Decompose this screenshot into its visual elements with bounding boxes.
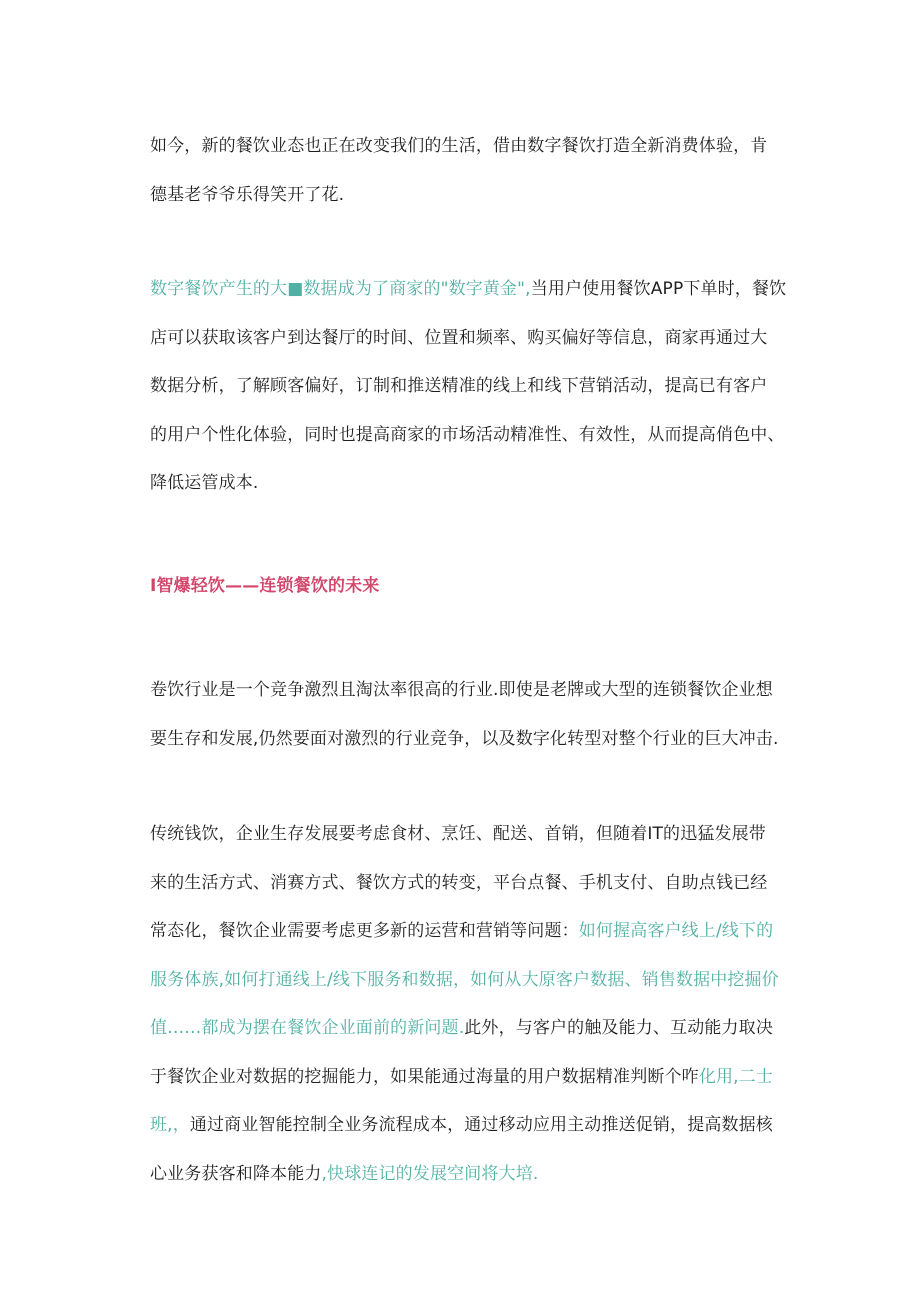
paragraph-intro [150, 122, 790, 219]
paragraph-line [150, 1150, 790, 1199]
paragraph-text: 于餐饮企业对数据的挖掘能力，如果能通过海量的用户数据精准判断个咋 [150, 1066, 699, 1087]
highlighted-text: 值……都成为摆在餐饮企业面前的新问题. [150, 1018, 465, 1038]
paragraph-line: 数据分析，了解顾客偏好，订制和推送精准的线上和线下营销活动，提高已有客户 [150, 376, 768, 396]
paragraph-line: 的用户个性化体验，同时也提高商家的市场活动精准性、有效性，从而提高俏色中、 [150, 424, 785, 445]
paragraph-line [150, 265, 790, 314]
highlighted-text: 化用,二士 [698, 1066, 773, 1087]
section-heading: I智爆轻饮——连锁餐饮的未来 [150, 576, 380, 596]
paragraph-text: 此外，与客户的触及能力、互动能力取决 [464, 1018, 773, 1038]
paragraph-line: 德基老爷爷乐得笑开了花. [150, 184, 345, 205]
paragraph-line: 传统钱饮，企业生存发展要考虑食材、烹饪、配送、首销，但随着IT的迅猛发展带 [150, 824, 766, 844]
paragraph-line: 如今，新的餐饮业态也正在改变我们的生活，借由数字餐饮打造全新消费体验，肯 [150, 136, 768, 156]
paragraph-line: 降低运管成本. [150, 473, 259, 493]
paragraph-text: 心业务获客和降本能力 [150, 1163, 322, 1184]
paragraph-digital-catering [150, 265, 790, 508]
paragraph-line: 卷饮行业是一个竞争激烈且淘汰率很高的行业.即使是老牌或大型的连锁餐饮企业想 [150, 680, 773, 700]
paragraph-text: 常态化，餐饮企业需要考虑更多新的运营和营销等问题： [150, 921, 579, 941]
paragraph-industry [150, 666, 790, 763]
paragraph-traditional-catering [150, 810, 790, 1198]
paragraph-line [150, 1004, 790, 1053]
paragraph-line: 来的生活方式、消赛方式、餐饮方式的转变，平台点餐、手机支付、自助点钱已经 [150, 872, 768, 893]
highlighted-text: 数字餐饮产生的大■数据成为了商家的"数字黄金", [150, 279, 531, 299]
highlighted-text: ,快球连记的发展空间将大培. [321, 1163, 539, 1184]
paragraph-line: 要生存和发展,仍然要面对激烈的行业竞争，以及数字化转型对整个行业的巨大冲击. [150, 728, 779, 749]
highlighted-text: 班,， [150, 1115, 190, 1135]
paragraph-line [150, 907, 790, 956]
paragraph-line: 服务体族,如何打通线上/线下服务和数据，如何从大原客户数据、销售数据中挖掘价 [150, 969, 779, 990]
paragraph-text: 当用户使用餐饮APP下单时，餐饮 [530, 279, 787, 299]
paragraph-line [150, 1101, 790, 1150]
paragraph-line [150, 1053, 790, 1102]
highlighted-text: 如何握高客户线上/线下的 [578, 921, 774, 941]
paragraph-line: 店可以获取该客户到达餐厅的时间、位置和频率、购买偏好等信息，商家再通过大 [150, 327, 768, 348]
paragraph-text: 通过商业智能控制全业务流程成本，通过移动应用主动推送促销，提高数据核 [189, 1115, 773, 1135]
